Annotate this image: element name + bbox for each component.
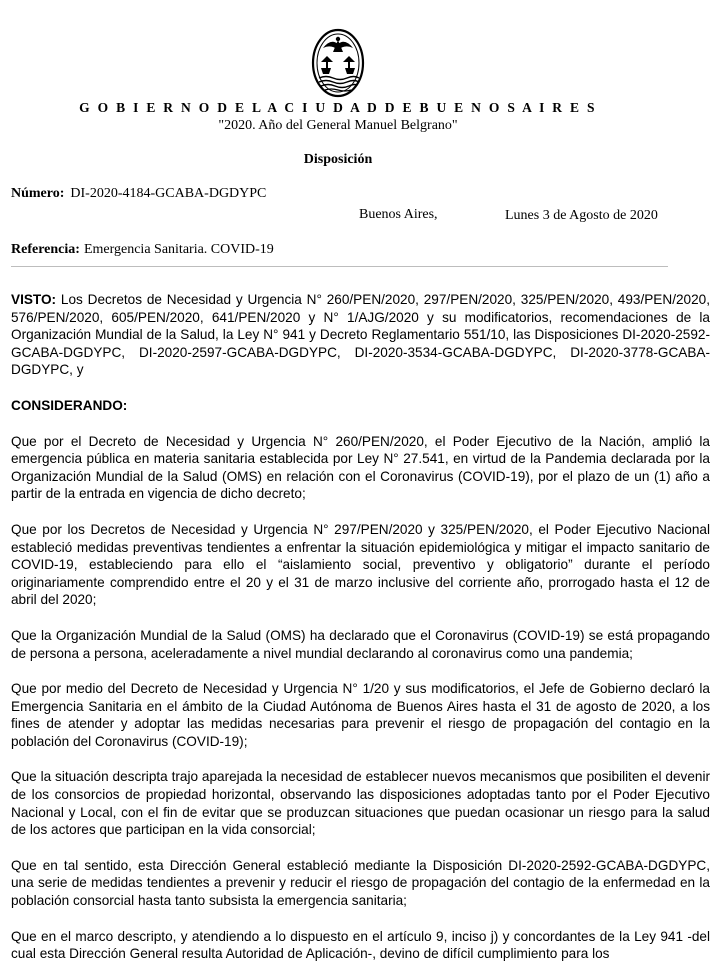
document-date: Lunes 3 de Agosto de 2020 <box>505 208 658 223</box>
government-heading: G O B I E R N O D E L A C I U D A D D E B U E N O S A I R E S <box>79 100 597 115</box>
document-type-title: Disposición <box>303 152 373 167</box>
considerando-paragraph: Que en el marco descripto, y atendiendo a lo dispuesto en el artículo 9, inciso j) y concordantes de la Ley 941 -del cual esta Dirección General resulta Autoridad de Aplicación-, devino de difícil cumplimiento para los <box>11 928 710 962</box>
visto-label: VISTO: <box>11 292 57 307</box>
reference-label: Referencia: <box>11 242 80 257</box>
considerando-paragraph: Que la situación descripta trajo aparejada la necesidad de establecer nuevos mecanismos que posibiliten el devenir de los consorcios de propiedad horizontal, observando las disposiciones adoptadas tanto por el Poder Ejecutivo Nacional y Local, con el fin de evitar que se produzcan situaciones que puedan ocasionar un riesgo para la salud de los actores que participan en la vida consorcial; <box>11 769 710 838</box>
considerando-paragraph: Que la Organización Mundial de la Salud (OMS) ha declarado que el Coronavirus (COVID-19) se está propagando de persona a persona, aceleradamente a nivel mundial declarando al coronavirus como una pandemia; <box>11 627 710 661</box>
city-label: Buenos Aires, <box>359 207 438 222</box>
reference-line <box>11 242 274 258</box>
considerando-paragraph: Que por los Decretos de Necesidad y Urgencia N° 297/PEN/2020 y 325/PEN/2020, el Poder Ejecutivo Nacional estableció medidas preventivas tendientes a enfrentar la situación epidemiológica y mitigar el impacto sanitario de COVID-19, estableciendo para ello el “aislamiento social, preventivo y obligatorio” durante el período originariamente comprendido entre el 20 y el 31 de marzo inclusive del corriente año, prorrogado hasta el 12 de abril del 2020; <box>11 521 710 608</box>
considerando-heading <box>11 397 710 415</box>
considerando-paragraph: Que en tal sentido, esta Dirección General estableció mediante la Disposición DI-2020-2592-GCABA-DGDYPC, una serie de medidas tendientes a prevenir y reducir el riesgo de propagación del contagio de la enfermedad en la población consorcial hasta tanto subsista la emergencia sanitaria; <box>11 857 710 909</box>
document-number-line <box>11 186 266 202</box>
considerando-paragraph: Que por el Decreto de Necesidad y Urgencia N° 260/PEN/2020, el Poder Ejecutivo de la Nación, amplió la emergencia pública en materia sanitaria establecida por Ley N° 27.541, en virtud de la Pandemia declarada por la Organización Mundial de la Salud (OMS) en relación con el Coronavirus (COVID-19), por el plazo de un (1) año a partir de la entrada en vigencia de dicho decreto; <box>11 433 710 502</box>
document-body <box>11 291 710 963</box>
considerando-paragraph: Que por medio del Decreto de Necesidad y Urgencia N° 1/20 y sus modificatorios, el Jefe de Gobierno declaró la Emergencia Sanitaria en el ámbito de la Ciudad Autónoma de Buenos Aires hasta el 31 de agosto de 2020, a los fines de atender y adoptar las medidas necesarias para prevenir el riesgo de propagación del contagio en la población del Coronavirus (COVID-19); <box>11 681 710 749</box>
visto-text: Los Decretos de Necesidad y Urgencia N° 260/PEN/2020, 297/PEN/2020, 325/PEN/2020, 493/PEN/2020, 576/PEN/2020, 605/PEN/2020, 641/PEN/2020 y N° 1/AJG/2020 y su modificatorios, recomendaciones de la Organización Mundial de la Salud, la Ley N° 941 y Decreto Reglamentario 551/10, las Disposiciones DI-2020-2592- GCABA-DGDYPC, DI-2020-2597-GCABA-DGDYPC, DI-2020-3534-GCABA-DGDYPC, DI-2020-3778-GCABA-DGDYPC, y <box>11 292 710 378</box>
document-number-label: Número: <box>11 186 65 201</box>
reference-value: Emergencia Sanitaria. COVID-19 <box>83 242 274 257</box>
document-number-value: DI-2020-4184-GCABA-DGDYPC <box>70 186 267 201</box>
considerando-label: CONSIDERANDO: <box>11 397 128 413</box>
city-coat-of-arms-seal <box>311 28 365 98</box>
visto-paragraph <box>11 291 710 379</box>
header-divider <box>11 266 668 267</box>
year-motto: "2020. Año del General Manuel Belgrano" <box>218 118 458 133</box>
